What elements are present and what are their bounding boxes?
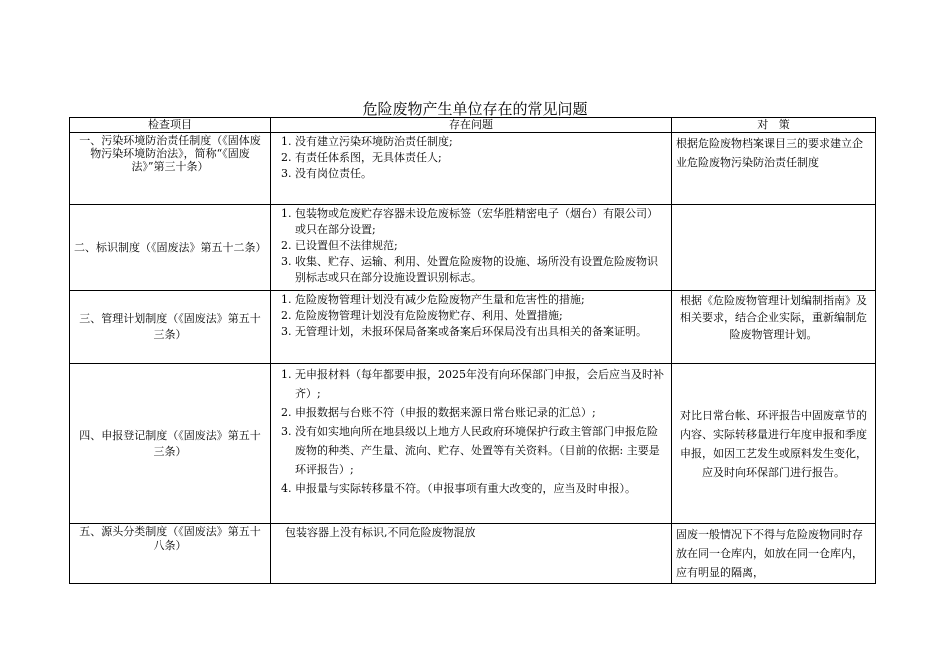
header-check-item: 检查项目 [70,118,271,133]
measure-cell [672,205,876,291]
measure-cell: 根据《危险废物管理计划编制指南》及相关要求，结合企业实际，重新编制危险废物管理计划。 [672,291,876,364]
list-item: 1. 危险废物管理计划没有减少危险废物产生量和危害性的措施; [295,292,667,308]
header-measures: 对 策 [672,118,876,133]
list-item: 3. 无管理计划，未报环保局备案或备案后环保局没有出具相关的备案证明。 [295,324,667,340]
header-problems: 存在问题 [271,118,672,133]
table-header-row [70,118,876,133]
list-item: 2. 有责任体系图，无具体责任人; [295,150,667,166]
list-item: 1. 无申报材料（每年都要申报，2025年没有向环保部门申报，会后应当及时补齐）; [295,365,667,403]
check-item-cell: 一、污染环境防治责任制度（《固体废物污染环境防治法》，简称“《固废法》”第三十条） [70,133,271,205]
problem-list [275,134,667,182]
problems-table [69,117,876,584]
table-row [70,524,876,584]
list-item: 3. 没有岗位责任。 [295,166,667,182]
table-row [70,133,876,205]
problem-list [275,365,667,498]
problems-cell [271,205,672,291]
problem-list [275,292,667,340]
list-item: 4. 申报量与实际转移量不符。（申报事项有重大改变的，应当及时申报）。 [295,479,667,498]
problems-cell: 包装容器上没有标识,不同危险废物混放 [271,524,672,584]
problems-cell [271,291,672,364]
check-item-cell: 二、标识制度（《固废法》第五十二条） [70,205,271,291]
table-row [70,205,876,291]
problems-cell [271,364,672,524]
document-title: 危险废物产生单位存在的常见问题 [362,100,588,118]
measure-cell: 对比日常台帐、环评报告中固废章节的内容、实际转移量进行年度申报和季度申报，如因工艺发生或原料发生变化，应及时向环保部门进行报告。 [672,364,876,524]
list-item: 3. 收集、贮存、运输、利用、处置危险废物的设施、场所没有设置危险废物识别标志或只在部分设施设置识别标志。 [295,254,667,286]
measure-cell: 固废一般情况下不得与危险废物同时存放在同一仓库内，如放在同一仓库内，应有明显的隔离， [672,524,876,584]
table-row [70,364,876,524]
list-item: 1. 包装物或危废贮存容器未设危废标签（宏华胜精密电子（烟台）有限公司）或只在部分设置; [295,206,667,238]
list-item: 1. 没有建立污染环境防治责任制度; [295,134,667,150]
table-row [70,291,876,364]
measure-cell: 根据危险废物档案课目三的要求建立企业危险废物污染防治责任制度 [672,133,876,205]
check-item-cell: 四、申报登记制度（《固废法》第五十三条） [70,364,271,524]
list-item: 3. 没有如实地向所在地县级以上地方人民政府环境保护行政主管部门申报危险废物的种类、产生量、流向、贮存、处置等有关资料。（目前的依据: 主要是环评报告）; [295,422,667,479]
problems-cell [271,133,672,205]
list-item: 2. 已设置但不法律规范; [295,238,667,254]
check-item-cell: 三、管理计划制度（《固废法》第五十三条） [70,291,271,364]
check-item-cell: 五、源头分类制度（《固废法》第五十八条） [70,524,271,584]
problem-list [275,206,667,286]
list-item: 2. 危险废物管理计划没有危险废物贮存、利用、处置措施; [295,308,667,324]
list-item: 2. 申报数据与台账不符（申报的数据来源日常台账记录的汇总）; [295,403,667,422]
